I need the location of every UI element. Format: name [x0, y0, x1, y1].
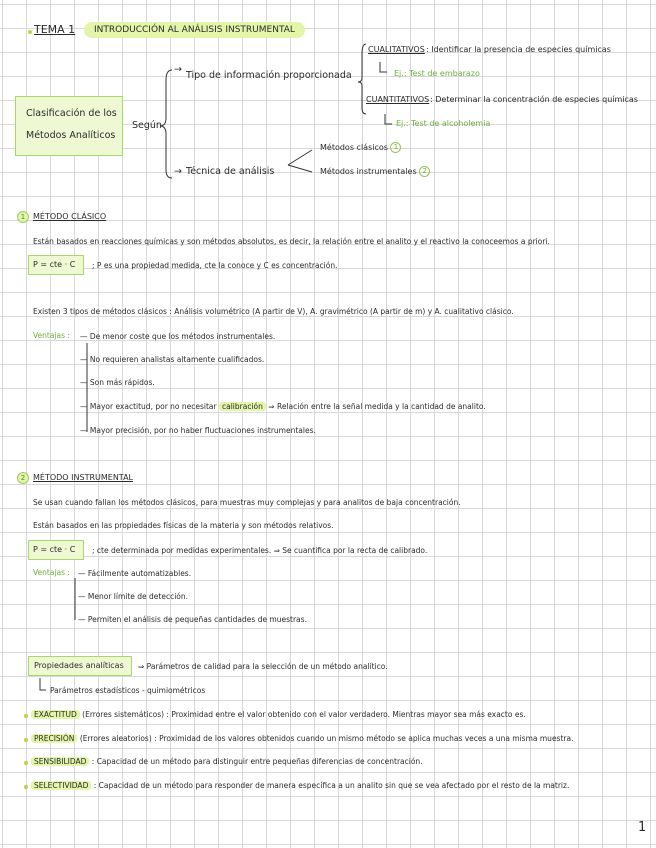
branch-information-type: Tipo de información proporcionada — [186, 70, 352, 81]
property-item: SELECTIVIDAD : Capacidad de un método para responder de manera específica a un analito sin que se vea afectado por el resto de la matriz. — [31, 780, 649, 792]
section-title-instrumental: MÉTODO INSTRUMENTAL — [33, 473, 133, 482]
instrumental-line1: Se usan cuando fallan los métodos clásicos, para muestras muy complejas y para analitos de baja concentración. — [33, 498, 461, 507]
classic-intro: Están basados en reacciones químicas y son métodos absolutos, es decir, la relación entre el analito y el reactivo la conoceemos a priori. — [33, 237, 550, 246]
page-number: 1 — [638, 820, 647, 835]
topic-label: TEMA 1 — [34, 23, 76, 36]
bullet-dot — [24, 738, 28, 742]
classic-types: Existen 3 tipos de métodos clásicos : Análisis volumétrico (A partir de V), A. gravimétrico (A partir de m) y A. cualitativo clásico. — [33, 307, 514, 316]
circle-number-icon: 1 — [390, 142, 401, 153]
instrumental-line2: Están basados en las propiedades físicas de la materia y son métodos relativos. — [33, 521, 334, 530]
section-number-icon: 2 — [17, 472, 29, 484]
segun-label: Según — [132, 120, 162, 131]
property-item: EXACTITUD (Errores sistemáticos) : Proximidad entre el valor obtenido con el valor verdadero. Mientras mayor sea más exacto es. — [31, 709, 649, 721]
bullet-dot — [24, 785, 28, 789]
list-item: — Mayor precisión, por no haber fluctuaciones instrumentales. — [80, 426, 316, 435]
section-number-icon: 1 — [17, 211, 29, 223]
properties-box-note: ⇒ Parámetros de calidad para la selección de un método analítico. — [138, 662, 388, 671]
classification-box-line2: Métodos Analíticos — [26, 130, 116, 141]
list-item: — De menor coste que los métodos instrumentales. — [80, 332, 276, 341]
classification-box-line1: Clasificación de los — [26, 108, 117, 119]
cuantitativos-example: Ej.: Test de alcoholemia — [396, 119, 491, 128]
list-item: — Fácilmente automatizables. — [78, 569, 192, 578]
properties-sub: Parámetros estadísticos - quimiométricos — [50, 686, 206, 695]
arrow-icon: → — [174, 64, 182, 75]
cuantitativos-desc: : Determinar la concentración de especies químicas — [430, 95, 638, 104]
page-title: INTRODUCCIÓN AL ANÁLISIS INSTRUMENTAL — [84, 22, 305, 38]
metodos-instrumentales: Métodos instrumentales 2 — [320, 166, 430, 178]
ventajas-label: Ventajas : — [33, 568, 70, 577]
bullet-dot — [24, 714, 28, 718]
list-item: — No requieren analistas altamente cualificados. — [80, 355, 265, 364]
instrumental-formula: P = cte · C — [33, 545, 76, 554]
cuantitativos-label: CUANTITATIVOS — [366, 95, 430, 104]
instrumental-formula-note: ; cte determinada por medidas experimentales. ⇒ Se cuantifica por la recta de calibrado. — [92, 546, 428, 555]
list-item: — Mayor exactitud, por no necesitar calibración ⇒ Relación entre la señal medida y la cantidad de analito. — [80, 402, 486, 411]
bullet-dot — [24, 761, 28, 765]
ventajas-label: Ventajas : — [33, 331, 70, 340]
metodos-clasicos: Métodos clásicos 1 — [320, 142, 401, 154]
arrow-icon: → — [174, 166, 182, 177]
properties-box-label: Propiedades analíticas — [34, 661, 124, 670]
classic-formula-note: ; P es una propiedad medida, cte la conoce y C es concentración. — [92, 261, 338, 270]
property-item: SENSIBILIDAD : Capacidad de un método para distinguir entre pequeñas diferencias de concentración. — [31, 756, 649, 768]
circle-number-icon: 2 — [419, 166, 430, 177]
list-item: — Permiten el análisis de pequeñas cantidades de muestras. — [78, 615, 307, 624]
classification-box — [15, 96, 123, 156]
classic-formula: P = cte · C — [33, 260, 76, 269]
cualitativos-desc: : Identificar la presencia de especies químicas — [426, 45, 611, 54]
cualitativos-example: Ej.: Test de embarazo — [394, 69, 480, 78]
list-item: — Son más rápidos. — [80, 378, 155, 387]
property-item: PRECISIÓN (Errores aleatorios) : Proximidad de los valores obtenidos cuando un mismo método se aplica muchas veces a una misma muestra. — [31, 733, 649, 745]
cualitativos-label: CUALITATIVOS — [368, 45, 425, 54]
section-title-classic: MÉTODO CLÁSICO — [33, 212, 107, 221]
list-item: — Menor límite de detección. — [78, 592, 189, 601]
bullet-dot — [28, 30, 32, 34]
branch-analysis-technique: Técnica de análisis — [186, 166, 275, 177]
